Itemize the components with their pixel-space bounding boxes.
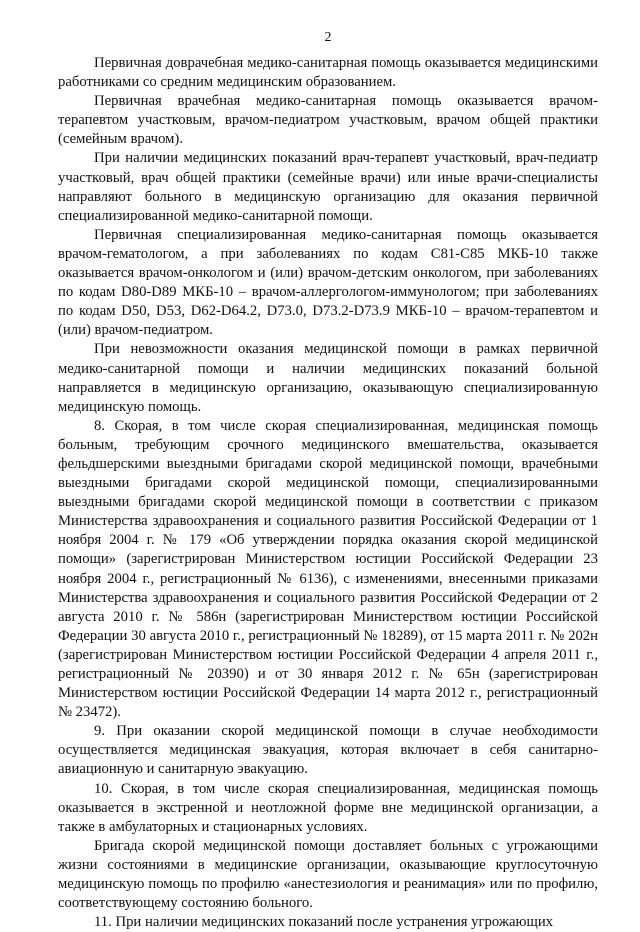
paragraph: 9. При оказании скорой медицинской помощи в случае необходимости осуществляется медицинская эвакуация, которая включает в себя санитарно-авиационную и санитарную эвакуацию. — [58, 723, 598, 778]
paragraph: Первичная врачебная медико-санитарная помощь оказывается врачом-терапевтом участковым, врачом-педиатром участковым, врачом общей практики (семейным врачом). — [58, 93, 598, 148]
paragraph: При невозможности оказания медицинской помощи в рамках первичной медико-санитарной помощи и наличии медицинских показаний больной направляется в медицинскую организацию, оказывающую специализированную медицинскую помощь. — [58, 341, 598, 415]
paragraph: 10. Скорая, в том числе скорая специализированная, медицинская помощь оказывается в экстренной и неотложной форме вне медицинской организации, а также в амбулаторных и стационарных условиях. — [58, 780, 598, 835]
paragraph: Бригада скорой медицинской помощи доставляет больных с угрожающими жизни состояниями в медицинские организации, оказывающие круглосуточную медицинскую помощь по профилю «анестезиология и реанимация» или по профилю, соответствующему состоянию больного. — [58, 837, 598, 912]
paragraph: Первичная специализированная медико-санитарная помощь оказывается врачом-гематологом, а при заболеваниях по кодам С81-С85 МКБ-10 также оказывается врачом-онкологом и (или) врачом-детским онкологом, при заболеваниях по кодам D80-D89 МКБ-10 – врачом-аллергологом-иммунологом; при заболеваниях по кодам D50, D53, D62-D64.2, D73.0, D73.2-D73.9 МКБ-10 – врачом-терапевтом и (или) врачом-педиатром. — [58, 226, 598, 339]
paragraph: 11. При наличии медицинских показаний после устранения угрожающих — [94, 914, 554, 931]
paragraph: При наличии медицинских показаний врач-терапевт участковый, врач-педиатр участковый, врач общей практики (семейные врачи) или иные врачи-специалисты направляют больного в медицинскую организацию для оказания первичной специализированной медико-санитарной помощи. — [58, 150, 598, 224]
paragraph: 8. Скорая, в том числе скорая специализированная, медицинская помощь больным, требующим срочного медицинского вмешательства, оказывается фельдшерскими выездными бригадами скорой медицинской помощи, врачебными выездными бригадами скорой медицинской помощи, специализированными выездными бригадами скорой медицинской помощи в соответствии с приказом Министерства здравоохранения и социального развития Российской Федерации от 1 ноября 2004 г. № 179 «Об утверждении порядка оказания скорой медицинской помощи» (зарегистрирован Министерством юстиции Российской Федерации 23 ноября 2004 г., регистрационный № 6136), с изменениями, внесенными приказами Министерства здравоохранения и социального развития Российской Федерации от 2 августа 2010 г. № 586н (зарегистрирован Министерством юстиции Российской Федерации 30 августа 2010 г., регистрационный № 18289), от 15 марта 2011 г. № 202н (зарегистрирован Министерством юстиции Российской Федерации 4 апреля 2011 г., регистрационный № 20390) и от 30 января 2012 г. № 65н (зарегистрирован Министерством юстиции Российской Федерации 14 марта 2012 г., регистрационный № 23472). — [58, 417, 598, 721]
paragraph: Первичная доврачебная медико-санитарная помощь оказывается медицинскими работниками со средним медицинским образованием. — [58, 55, 598, 91]
page-number: 2 — [324, 30, 332, 45]
